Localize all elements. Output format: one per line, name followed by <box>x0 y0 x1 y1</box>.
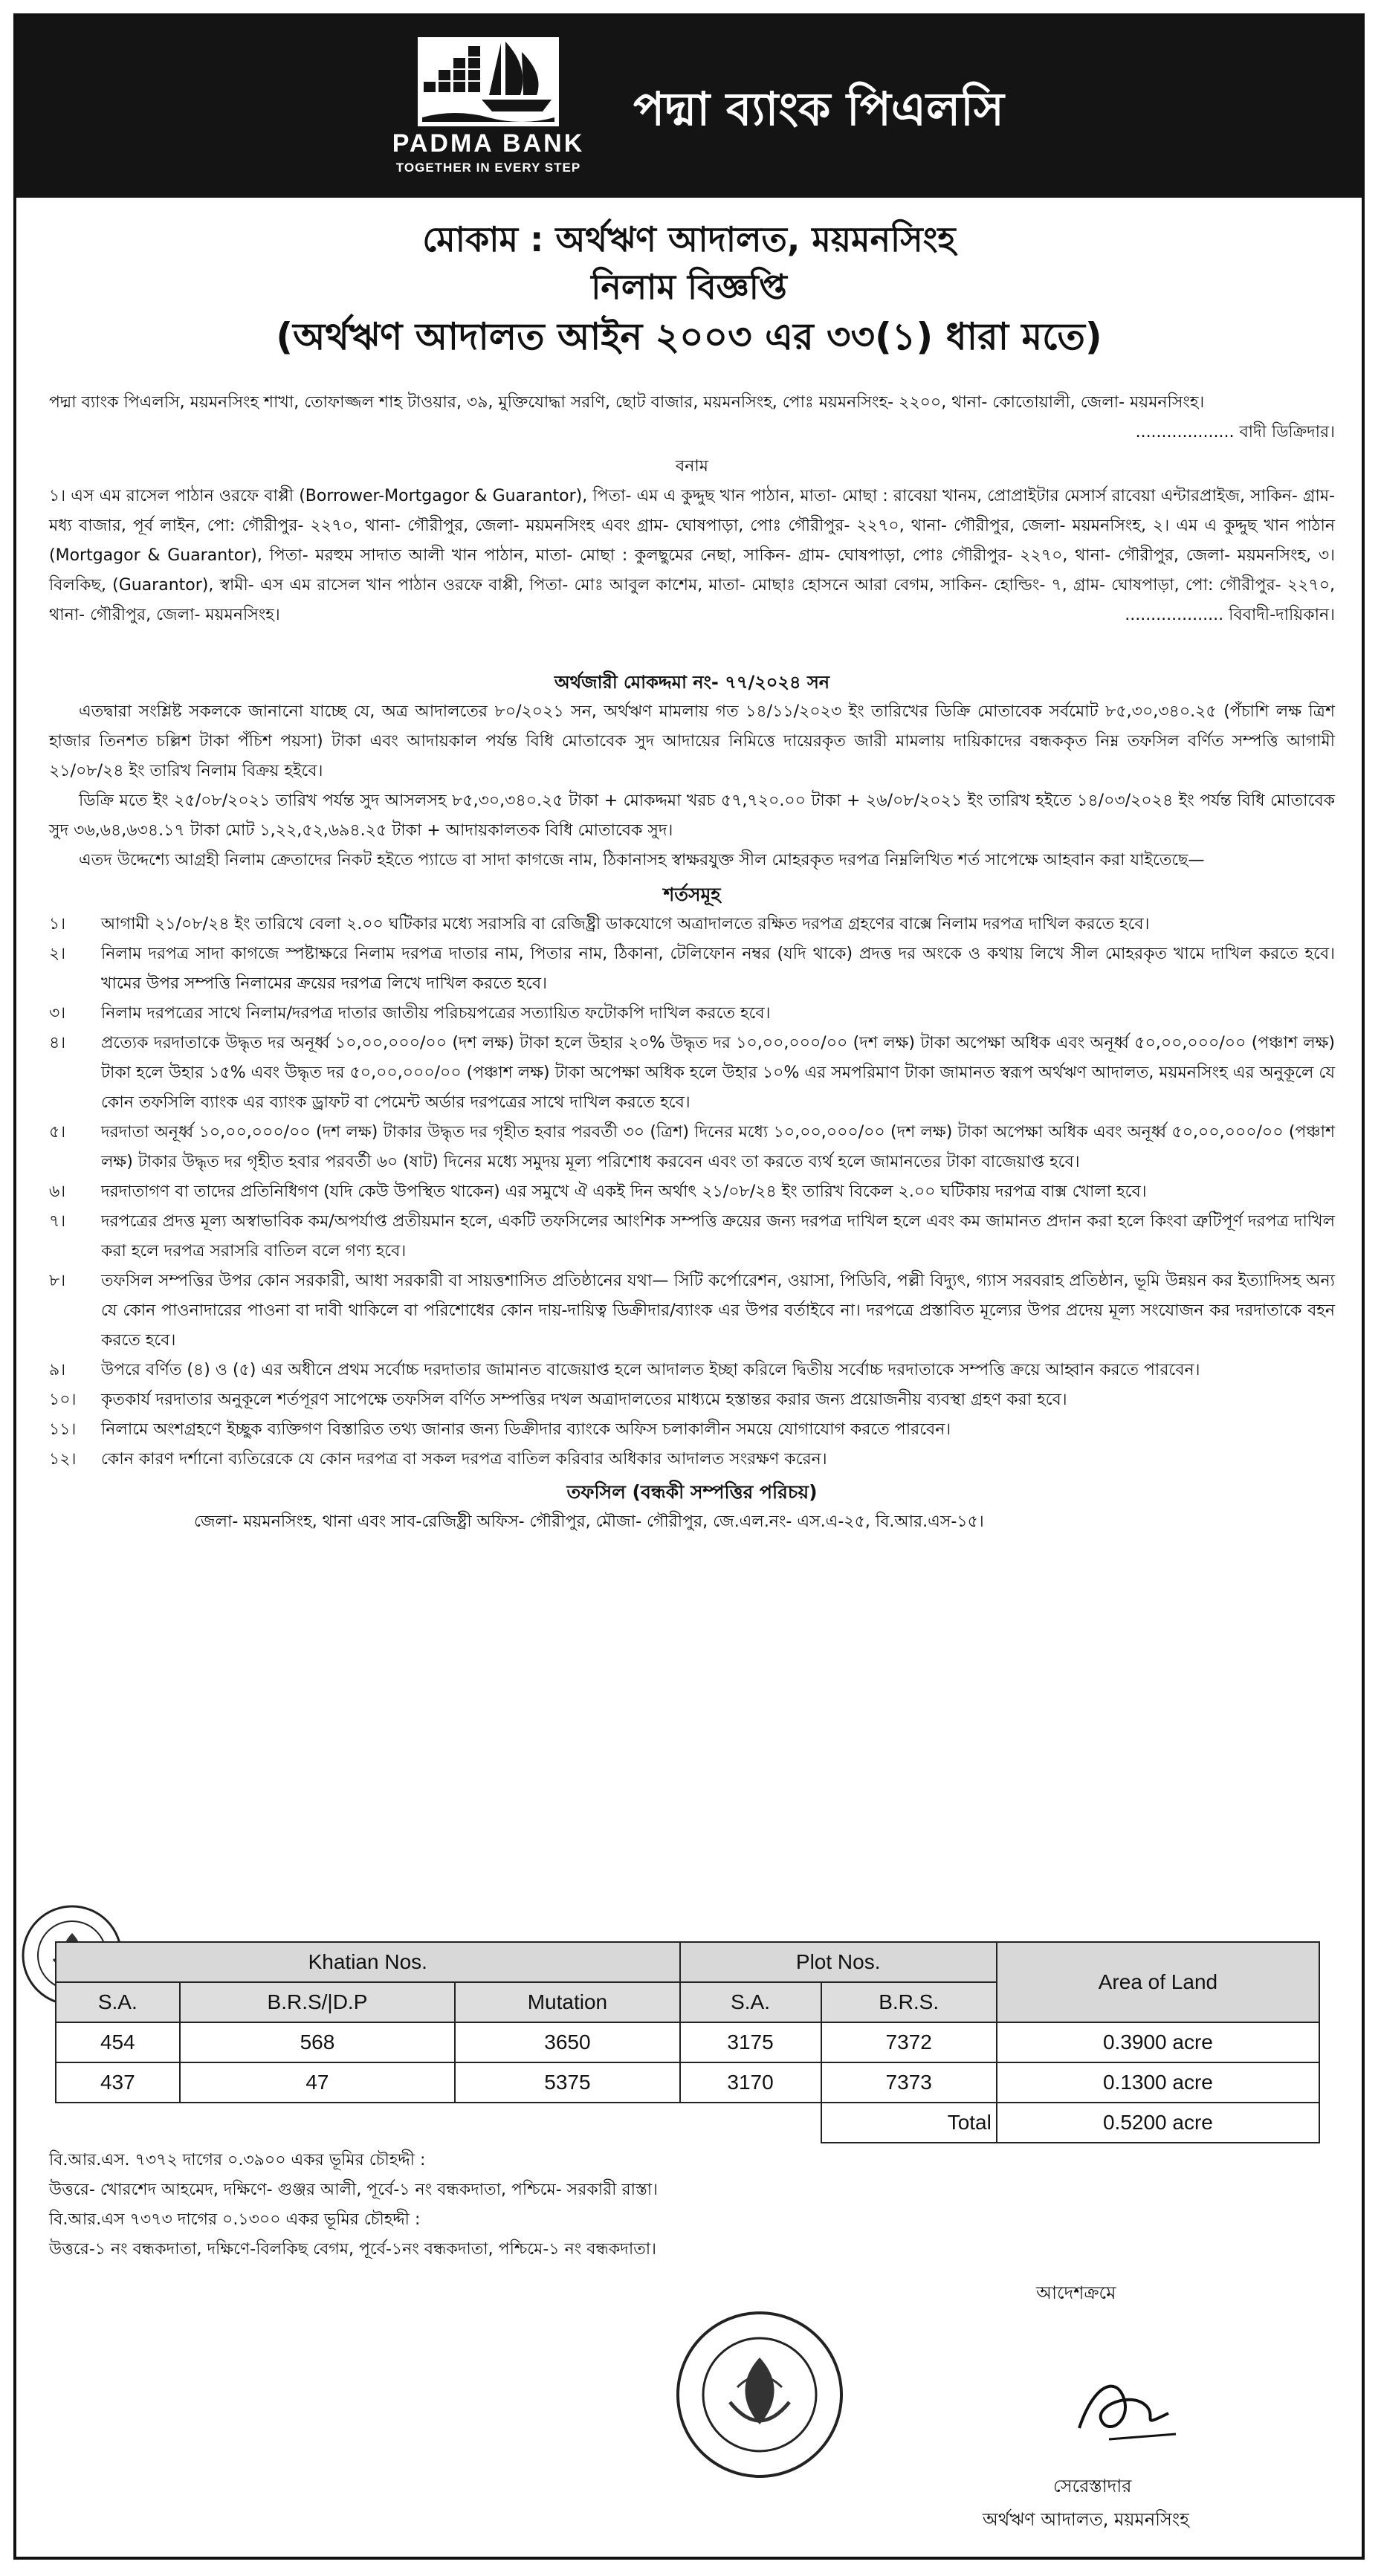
condition-number: ৯। <box>49 1361 66 1379</box>
schedule-title: তফসিল (বন্ধকী সম্পত্তির পরিচয়) <box>566 1481 818 1503</box>
land-schedule-table <box>55 1941 1320 2143</box>
condition-item <box>49 1118 1335 1177</box>
column-header: S.A. <box>680 1982 821 2022</box>
plaintiff-text <box>49 388 1335 447</box>
table-row <box>56 2062 1319 2103</box>
table-cell: 3170 <box>680 2062 821 2103</box>
table-cell: 3650 <box>455 2022 679 2062</box>
act-title: (অর্থঋণ আদালত আইন ২০০৩ এর ৩৩(১) ধারা মতে) <box>276 315 1102 358</box>
conditions-title: শর্তসমূহ <box>663 884 721 905</box>
column-header: Mutation <box>455 1982 679 2022</box>
condition-number: ৩। <box>49 1004 66 1023</box>
table-cell: 3175 <box>680 2022 821 2062</box>
condition-number: ৭। <box>49 1212 66 1231</box>
table-total-row <box>56 2103 1319 2143</box>
court-seal-large-icon <box>670 2305 849 2484</box>
versus-label: বনাম <box>676 457 708 476</box>
condition-item <box>49 1356 1335 1385</box>
condition-number: ৪। <box>49 1034 66 1052</box>
condition-item <box>49 1385 1335 1415</box>
order-label: আদেশক্রমে <box>1036 2282 1116 2303</box>
signatory-title: সেরেস্তাদার <box>1053 2476 1132 2496</box>
condition-item <box>49 910 1335 939</box>
table-group-header-row <box>56 1942 1319 1982</box>
table-cell: 0.1300 acre <box>997 2062 1319 2103</box>
condition-item <box>49 1445 1335 1475</box>
khatian-header: Khatian Nos. <box>56 1942 680 1982</box>
plaintiff-role: ................... বাদী ডিক্রিদার। <box>1135 423 1335 441</box>
condition-number: ১১। <box>49 1420 77 1439</box>
condition-text: কৃতকার্য দরদাতার অনুকূলে শর্তপূরণ সাপেক্ষে তফসিল বর্ণিত সম্পত্তির দখল অত্রাদালতের মাধ্যমে হস্তান্তর করার জন্য প্রয়োজনীয় ব্যবস্থা গ্রহণ করা হবে। <box>101 1391 1067 1409</box>
notice-body <box>49 388 1335 1537</box>
total-value: 0.5200 acre <box>997 2103 1319 2143</box>
condition-text: দরদাতা অনূর্ধ্ব ১০,০০,০০০/০০ (দশ লক্ষ) টাকার উদ্ধৃত দর গৃহীত হবার পরবর্তী ৩০ (ত্রিশ) দিনের মধ্যে ১০,০০,০০০/০০ (দশ লক্ষ) টাকা অপেক্ষা অধিক এবং অনূর্ধ্ব ৫০,০০,০০০/০০ (পঞ্চাশ লক্ষ) টাকার উদ্ধৃত দর গৃহীত হবার পরবর্তী ৬০ (ষাট) দিনের মধ্যে সমুদয় মূল্য পরিশোধ করবেন এবং তা করতে ব্যর্থ হলে জামানতের টাকা বাজেয়াপ্ত হবে। <box>101 1123 1335 1171</box>
condition-item <box>49 999 1335 1029</box>
condition-text: নিলামে অংশগ্রহণে ইচ্ছুক ব্যক্তিগণ বিস্তারিত তথ্য জানার জন্য ডিক্রীদার ব্যাংকে অফিস চলাকালীন সময়ে যোগাযোগ করতে পারবেন। <box>101 1420 951 1439</box>
table-cell: 47 <box>180 2062 456 2103</box>
bank-name-english: PADMA BANK <box>392 129 585 158</box>
notice-title: নিলাম বিজ্ঞপ্তি <box>591 267 787 307</box>
bank-name-bangla: পদ্মা ব্যাংক পিএলসি <box>633 82 1004 136</box>
total-label: Total <box>821 2103 997 2143</box>
condition-text: তফসিল সম্পত্তির উপর কোন সরকারী, আধা সরকারী বা সায়ত্তশাসিত প্রতিষ্ঠানের যথা— সিটি কর্পোরেশন, ওয়াসা, পিডিবি, পল্লী বিদ্যুৎ, গ্যাস সরবরাহ প্রতিষ্ঠান, ভূমি উন্নয়ন কর ইত্যাদিসহ অন্য যে কোন পাওনাদারের পাওনা বা দাবী থাকিলে বা পরিশোধের কোন দায়-দায়িত্ব ডিক্রীদার/ব্যাংক এর উপর বর্তাইবে না। দরপত্রে প্রস্তাবিত মূল্যের উপর প্রদেয় মূল্য সংযোজন কর দরদাতাকে বহন করতে হবে। <box>101 1272 1335 1350</box>
signature-icon <box>1064 2369 1183 2450</box>
boundary-text: উত্তরে- খোরশেদ আহমেদ, দক্ষিণে- গুঞ্জর আলী, পূর্বে-১ নং বন্ধকদাতা, পশ্চিমে- সরকারী রাস্তা। <box>49 2181 659 2199</box>
condition-item <box>49 1207 1335 1266</box>
area-header: Area of Land <box>997 1942 1319 2022</box>
condition-number: ১। <box>49 915 66 933</box>
notice-titles <box>16 216 1362 363</box>
condition-number: ১০। <box>49 1391 77 1409</box>
boundary-text: উত্তরে-১ নং বন্ধকদাতা, দক্ষিণে-বিলকিছ বেগম, পূর্বে-১নং বন্ধকদাতা, পশ্চিমে-১ নং বন্ধকদাতা। <box>49 2240 656 2259</box>
signatory-office: অর্থঋণ আদালত, ময়মনসিংহ <box>983 2509 1189 2530</box>
notice-paragraph-2: ডিক্রি মতে ইং ২৫/০৮/২০২১ তারিখ পর্যন্ত সুদ আসলসহ ৮৫,৩০,৩৪০.২৫ টাকা + মোকদ্দমা খরচ ৫৭,৭২০.০০ টাকা + ২৬/০৮/২০২১ ইং তারিখ হইতে ১৪/০৩/২০২৪ ইং পর্যন্ত বিধি মোতাবেক সুদ ৩৬,৬৪,৬৩৪.১৭ টাকা মোট ১,২২,৫২,৬৯৪.২৫ টাকা + আদায়কালতক বিধি মোতাবেক সুদ। <box>49 792 1335 840</box>
table-row <box>56 2022 1319 2062</box>
notice-paragraph-1: এতদ্বারা সংশ্লিষ্ট সকলকে জানানো যাচ্ছে যে, অত্র আদালতের ৮০/২০২১ সন, অর্থঋণ মামলায় গত ১৪/১১/২০২৩ ইং তারিখের ডিক্রি মোতাবেক সর্বমোট ৮৫,৩০,৩৪০.২৫ (পঁচাশি লক্ষ ত্রিশ হাজার তিনশত চল্লিশ টাকা পঁচিশ পয়সা) টাকা এবং আদায়কাল পর্যন্ত বিধি মোতাবেক সুদ আদায়ের নিমিত্তে দায়েরকৃত জারী মামলায় দায়িকাদের বন্ধককৃত নিম্ন তফসিল বর্ণিত সম্পত্তি আগামী ২১/০৮/২৪ ইং তারিখ নিলাম বিক্রয় হইবে। <box>49 702 1335 780</box>
bank-header <box>16 16 1362 198</box>
condition-number: ৬। <box>49 1182 66 1201</box>
boundary-heading: বি.আর.এস. ৭৩৭২ দাগের ০.৩৯০০ একর ভূমির চৌহদ্দী : <box>49 2151 426 2169</box>
condition-item <box>49 1266 1335 1356</box>
schedule-location: জেলা- ময়মনসিংহ, থানা এবং সাব-রেজিষ্ট্রী অফিস- গৌরীপুর, মৌজা- গৌরীপুর, জে.এল.নং- এস.এ-২৫, বি.আর.এস-১৫। <box>194 1512 984 1531</box>
empty-cell <box>56 2103 821 2143</box>
defendant-details: ১। এস এম রাসেল পাঠান ওরফে বাপ্পী (Borrower-Mortgagor & Guarantor), পিতা- এম এ কুদ্দুছ খান পাঠান, মাতা- মোছা : রাবেয়া খানম, প্রোপ্রাইটার মেসার্স রাবেয়া এন্টারপ্রাইজ, সাকিন- গ্রাম- মধ্য বাজার, পূর্ব লাইন, পো: গৌরীপুর- ২২৭০, থানা- গৌরীপুর, জেলা- ময়মনসিংহ এবং গ্রাম- ঘোষপাড়া, পোঃ গৌরীপুর- ২২৭০, থানা- গৌরীপুর, জেলা- ময়মনসিংহ, ২। এম এ কুদ্দুছ খান পাঠান (Mortgagor & Guarantor), পিতা- মরহুম সাদাত আলী খান পাঠান, মাতা- মোছা : কুলছুমের নেছা, সাকিন- গ্রাম- ঘোষপাড়া, পোঃ গৌরীপুর- ২২৭০, থানা- গৌরীপুর, জেলা- ময়মনসিংহ, ৩। বিলকিছ, (Guarantor), স্বামী- এস এম রাসেল খান পাঠান ওরফে বাপ্পী, পিতা- মোঃ আবুল কাশেম, মাতা- মোছাঃ হোসনে আরা বেগম, সাকিন- হোল্ডিং- ৭, গ্রাম- ঘোষপাড়া, পো: গৌরীপুর- ২২৭০, থানা- গৌরীপুর, জেলা- ময়মনসিংহ। <box>49 487 1335 624</box>
notice-page <box>13 13 1365 2560</box>
condition-text: নিলাম দরপত্রের সাথে নিলাম/দরপত্র দাতার জাতীয় পরিচয়পত্রের সত্যায়িত ফটোকপি দাখিল করতে হবে। <box>101 1004 771 1023</box>
condition-text: প্রত্যেক দরদাতাকে উদ্ধৃত দর অনূর্ধ্ব ১০,০০,০০০/০০ (দশ লক্ষ) টাকা হলে উহার ২০% উদ্ধৃত দর ১০,০০,০০০/০০ (দশ লক্ষ) টাকা অপেক্ষা অধিক এবং অনূর্ধ্ব ৫০,০০,০০০/০০ (পঞ্চাশ লক্ষ) টাকা হলে উহার ১৫% এবং উদ্ধৃত দর ৫০,০০,০০০/০০ (পঞ্চাশ লক্ষ) টাকা অপেক্ষা অধিক হলে উহার ১০% এর সমপরিমাণ টাকা জামানত স্বরূপ অর্থঋণ আদালত, ময়মনসিংহ এর অনুকূলে যে কোন তফসিলি ব্যাংক এর ব্যাংক ড্রাফট বা পেমেন্ট অর্ডার দরপত্রের সাথে দাখিল করতে হবে। <box>101 1034 1335 1112</box>
table-cell: 568 <box>180 2022 456 2062</box>
boundary-heading: বি.আর.এস ৭৩৭৩ দাগের ০.১৩০০ একর ভূমির চৌহদ্দী : <box>49 2210 421 2229</box>
condition-item <box>49 1415 1335 1445</box>
condition-text: আগামী ২১/০৮/২৪ ইং তারিখে বেলা ২.০০ ঘটিকার মধ্যে সরাসরি বা রেজিষ্ট্রী ডাকযোগে অত্রাদালতে রক্ষিত দরপত্র গ্রহণের বাক্সে নিলাম দরপত্র দাখিল করতে হবে। <box>101 915 1150 933</box>
bank-tagline: TOGETHER IN EVERY STEP <box>395 161 581 175</box>
condition-item <box>49 939 1335 999</box>
condition-text: দরপত্রের প্রদত্ত মূল্য অস্বাভাবিক কম/অপর্যাপ্ত প্রতীয়মান হলে, একটি তফসিলের আংশিক সম্পত্তি ক্রয়ের জন্য দরপত্র দাখিল হলে এবং কম জামানত প্রদান করা হলে কিংবা ত্রুটিপূর্ণ দরপত্র দাখিল করা হলে দরপত্র সরাসরি বাতিল বলে গণ্য হবে। <box>101 1212 1335 1261</box>
defendant-text <box>49 482 1335 660</box>
plaintiff-address: পদ্মা ব্যাংক পিএলসি, ময়মনসিংহ শাখা, তোফাজ্জল শাহ টাওয়ার, ৩৯, মুক্তিযোদ্ধা সরণি, ছোট বাজার, ময়মনসিংহ, পোঃ ময়মনসিংহ- ২২০০, থানা- কোতোয়ালী, জেলা- ময়মনসিংহ। <box>49 393 1205 412</box>
condition-number: ৫। <box>49 1123 66 1142</box>
execution-case-number: অর্থজারী মোকদ্দমা নং- ৭৭/২০২৪ সন <box>554 672 830 693</box>
ship-logo-icon <box>418 37 559 126</box>
table-cell: 7372 <box>821 2022 997 2062</box>
table-cell: 454 <box>56 2022 180 2062</box>
notice-paragraph-3: এতদ উদ্দেশ্যে আগ্রহী নিলাম ক্রেতাদের নিকট হইতে প্যাডে বা সাদা কাগজে নাম, ঠিকানাসহ স্বাক্ষরযুক্ত সীল মোহরকৃত দরপত্র নিম্নলিখিত শর্ত সাপেক্ষে আহবান করা যাইতেছে— <box>79 851 1205 870</box>
table-cell: 5375 <box>455 2062 679 2103</box>
condition-text: দরদাতাগণ বা তাদের প্রতিনিধিগণ (যদি কেউ উপস্থিত থাকেন) এর সমুখে ঐ একই দিন অর্থাৎ ২১/০৮/২৪ ইং তারিখ বিকেল ২.০০ ঘটিকায় দরপত্র বাক্স খোলা হবে। <box>101 1182 1147 1201</box>
bank-logo <box>366 37 611 178</box>
condition-text: উপরে বর্ণিত (৪) ও (৫) এর অধীনে প্রথম সর্বোচ্চ দরদাতার জামানত বাজেয়াপ্ত হলে আদালত ইচ্ছা করিলে দ্বিতীয় সর্বোচ্চ দরদাতাকে সম্পত্তি ক্রয়ে আহ্বান করতে পারবেন। <box>101 1361 1200 1379</box>
condition-number: ৮। <box>49 1272 66 1290</box>
condition-item <box>49 1177 1335 1207</box>
column-header: B.R.S. <box>821 1982 997 2022</box>
condition-item <box>49 1029 1335 1118</box>
condition-number: ১২। <box>49 1450 77 1469</box>
table-cell: 7373 <box>821 2062 997 2103</box>
plot-header: Plot Nos. <box>680 1942 997 1982</box>
table-cell: 0.3900 acre <box>997 2022 1319 2062</box>
condition-text: নিলাম দরপত্র সাদা কাগজে স্পষ্টাক্ষরে নিলাম দরপত্র দাতার নাম, পিতার নাম, ঠিকানা, টেলিফোন নম্বর (যদি থাকে) প্রদত্ত দর অংকে ও কথায় লিখে সীল মোহরকৃত খামে দাখিল করতে হবে। খামের উপর সম্পত্তি নিলামের ক্রয়ের দরপত্র লিখে দাখিল করতে হবে। <box>101 945 1335 993</box>
column-header: B.R.S/|D.P <box>180 1982 456 2022</box>
boundaries-section <box>49 2146 1335 2265</box>
defendant-role: ................... বিবাদী-দায়িকান। <box>1125 606 1335 624</box>
condition-text: কোন কারণ দর্শানো ব্যতিরেকে যে কোন দরপত্র বা সকল দরপত্র বাতিল করিবার অধিকার আদালত সংরক্ষণ করেন। <box>101 1450 827 1469</box>
court-title: মোকাম : অর্থঋণ আদালত, ময়মনসিংহ <box>422 219 956 259</box>
condition-number: ২। <box>49 945 66 963</box>
column-header: S.A. <box>56 1982 180 2022</box>
table-cell: 437 <box>56 2062 180 2103</box>
